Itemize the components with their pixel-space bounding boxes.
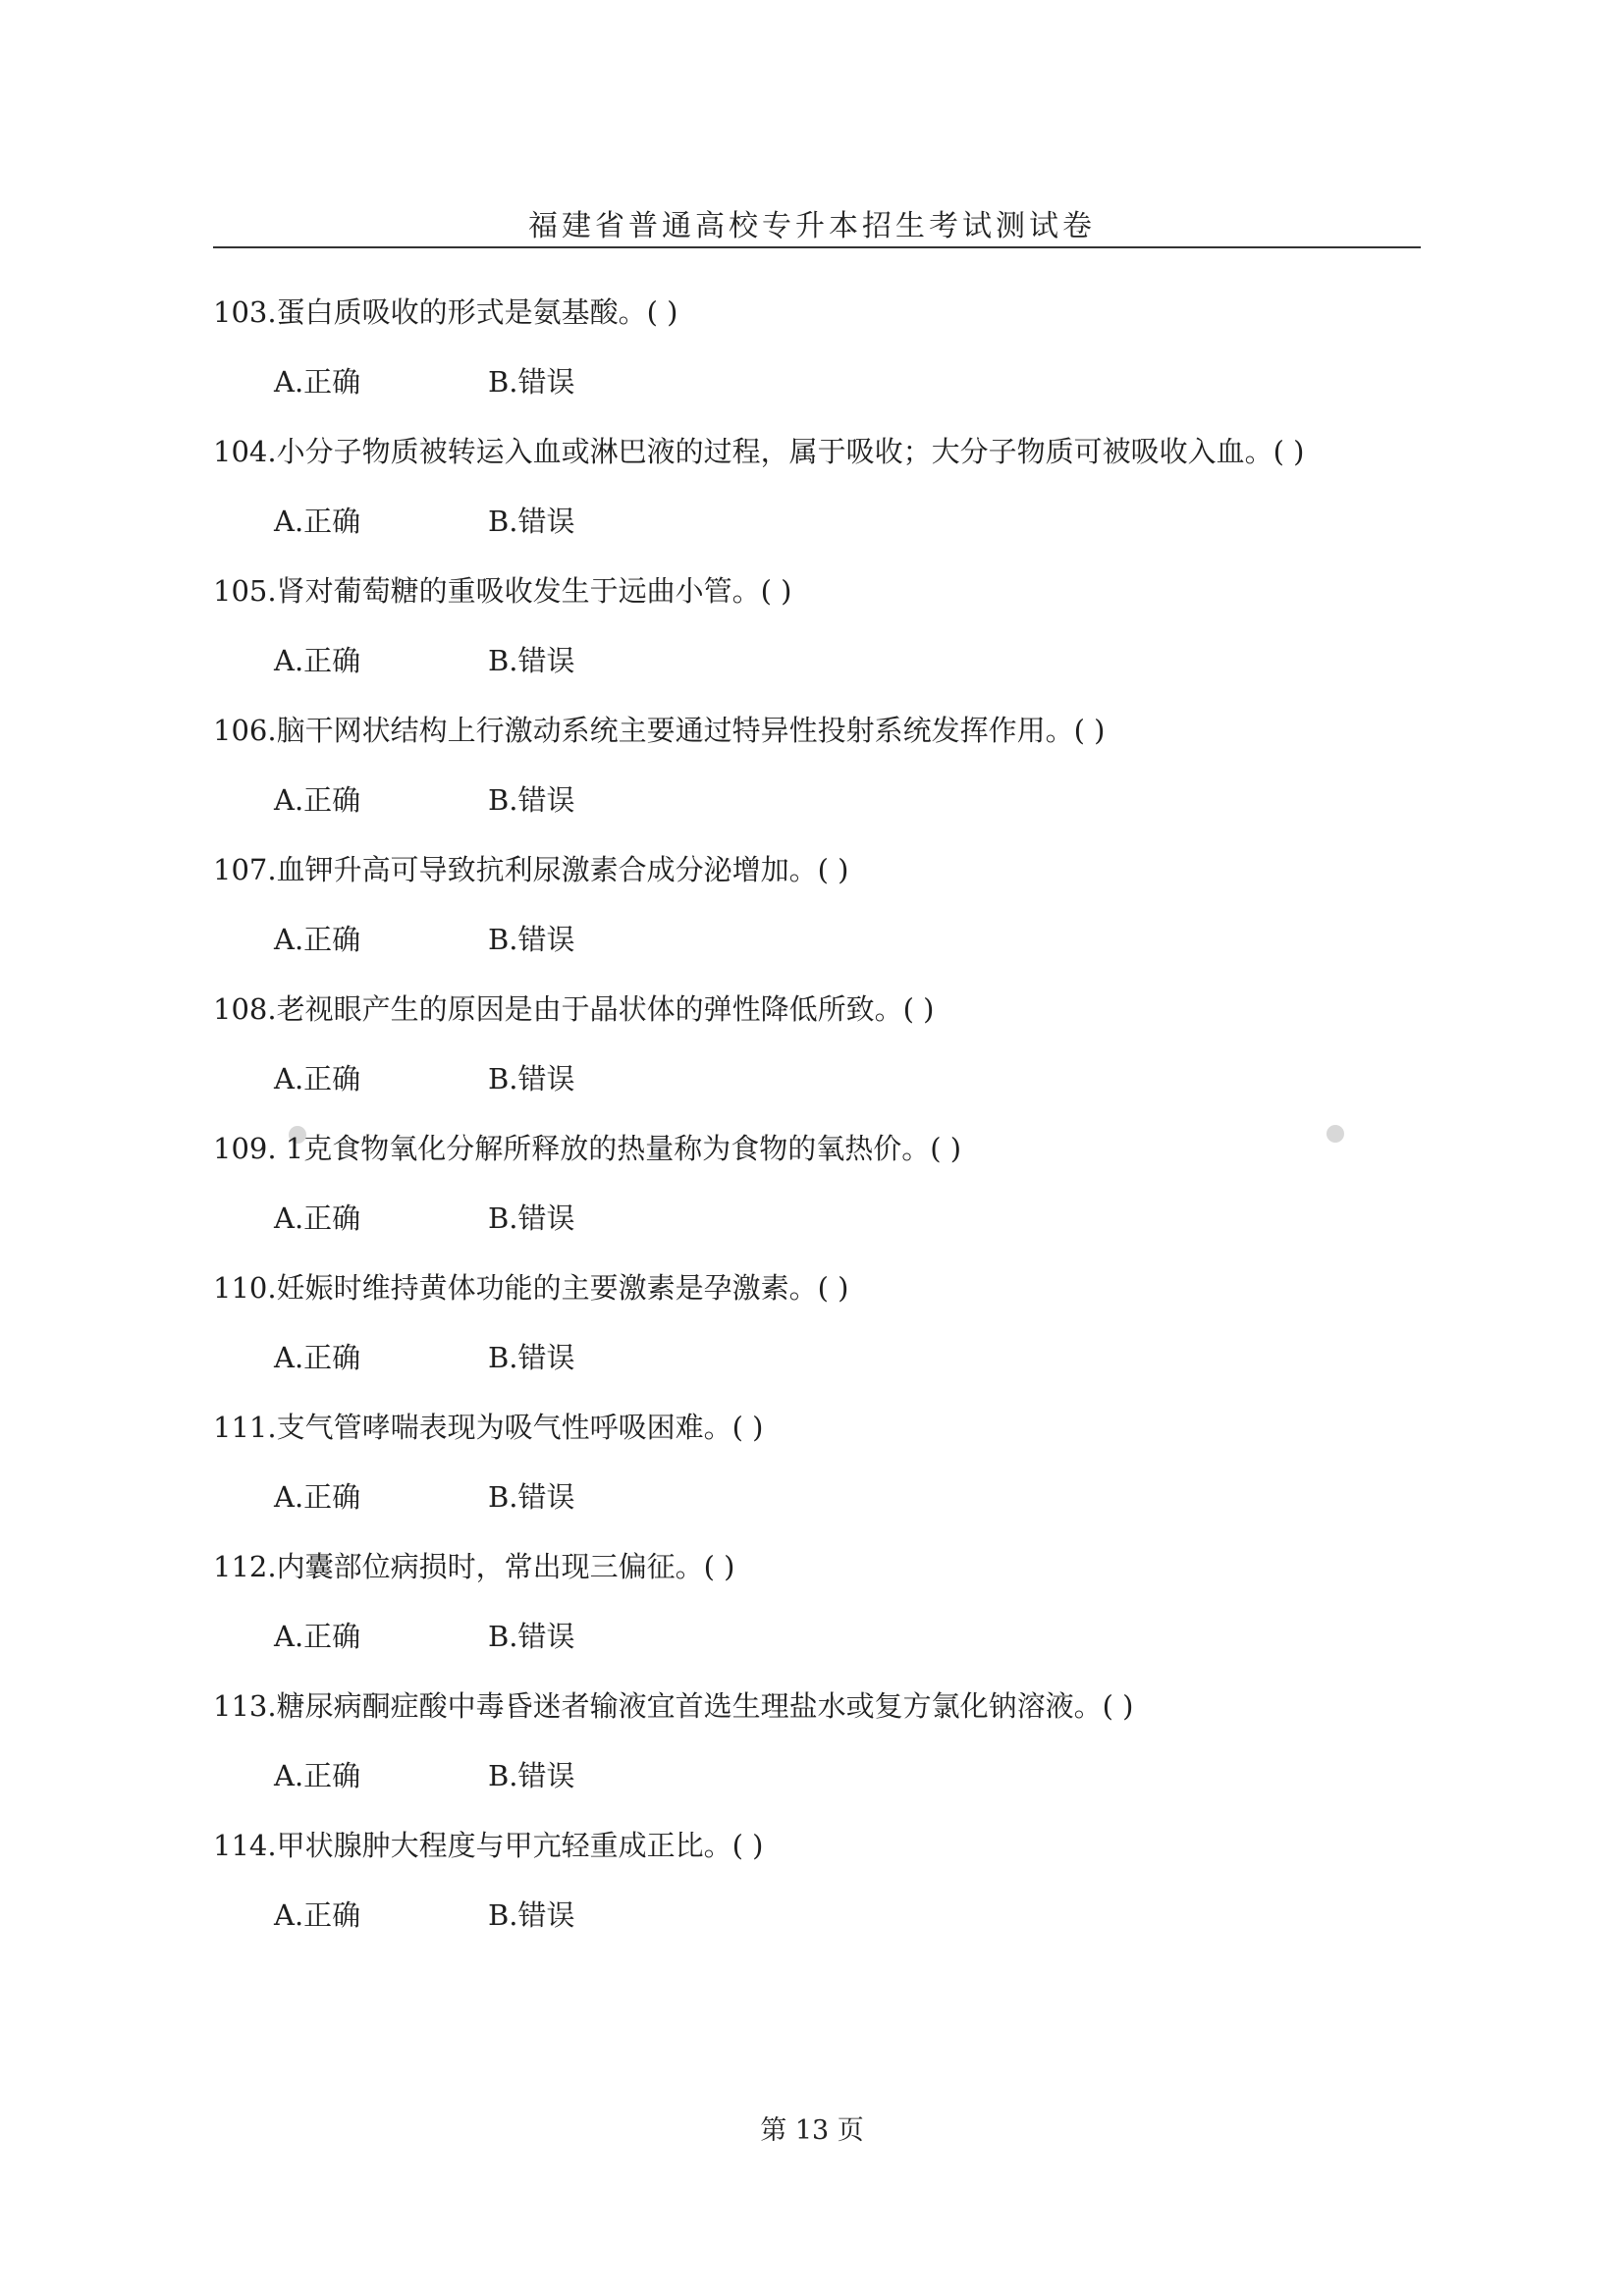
question-item <box>213 1129 1431 1268</box>
question-options <box>274 1896 702 1935</box>
header-divider <box>213 246 1421 248</box>
option-b: B.错误 <box>488 923 575 956</box>
question-stem: 108.老视眼产生的原因是由于晶状体的弹性降低所致。( ) <box>213 992 935 1026</box>
option-a: A.正确 <box>274 1062 361 1095</box>
question-item <box>213 293 1431 432</box>
option-b: B.错误 <box>488 783 575 817</box>
question-stem: 106.脑干网状结构上行激动系统主要通过特异性投射系统发挥作用。( ) <box>213 714 1106 747</box>
option-a: A.正确 <box>274 1620 361 1653</box>
question-stem: 111.支气管哮喘表现为吸气性呼吸困难。( ) <box>213 1411 764 1444</box>
question-options <box>274 1477 702 1517</box>
question-list <box>213 293 1431 1965</box>
option-a: A.正确 <box>274 644 361 677</box>
question-options <box>274 920 702 959</box>
question-stem: 114.甲状腺肿大程度与甲亢轻重成正比。( ) <box>213 1829 764 1862</box>
question-item <box>213 1268 1431 1408</box>
option-b: B.错误 <box>488 505 575 538</box>
option-b: B.错误 <box>488 365 575 399</box>
option-a: A.正确 <box>274 923 361 956</box>
option-a: A.正确 <box>274 1480 361 1514</box>
question-item <box>213 1826 1431 1965</box>
option-a: A.正确 <box>274 365 361 399</box>
option-a: A.正确 <box>274 1759 361 1792</box>
question-item <box>213 711 1431 850</box>
option-b: B.错误 <box>488 1620 575 1653</box>
question-options <box>274 1338 702 1377</box>
question-options <box>274 1756 702 1795</box>
page-number: 第 13 页 <box>760 2115 864 2146</box>
option-a: A.正确 <box>274 505 361 538</box>
question-item <box>213 850 1431 989</box>
option-a: A.正确 <box>274 1201 361 1235</box>
option-a: A.正确 <box>274 783 361 817</box>
option-b: B.错误 <box>488 1341 575 1374</box>
option-a: A.正确 <box>274 1341 361 1374</box>
question-stem: 113.糖尿病酮症酸中毒昏迷者输液宜首选生理盐水或复方氯化钠溶液。( ) <box>213 1689 1134 1723</box>
question-options <box>274 502 702 541</box>
question-stem: 109. 1克食物氧化分解所释放的热量称为食物的氧热价。( ) <box>213 1132 962 1165</box>
question-stem: 110.妊娠时维持黄体功能的主要激素是孕激素。( ) <box>213 1271 849 1305</box>
question-options <box>274 362 702 401</box>
question-stem: 103.蛋白质吸收的形式是氨基酸。( ) <box>213 295 678 329</box>
option-b: B.错误 <box>488 1759 575 1792</box>
question-item <box>213 1408 1431 1547</box>
question-item <box>213 1686 1431 1826</box>
question-options <box>274 1199 702 1238</box>
option-b: B.错误 <box>488 1480 575 1514</box>
question-stem: 107.血钾升高可导致抗利尿激素合成分泌增加。( ) <box>213 853 849 886</box>
question-stem: 112.内囊部位病损时，常出现三偏征。( ) <box>213 1550 735 1583</box>
question-options <box>274 641 702 680</box>
question-options <box>274 1059 702 1098</box>
question-item <box>213 571 1431 711</box>
option-b: B.错误 <box>488 1201 575 1235</box>
page-header-title: 福建省普通高校专升本招生考试测试卷 <box>528 209 1096 243</box>
option-b: B.错误 <box>488 1062 575 1095</box>
question-stem: 104.小分子物质被转运入血或淋巴液的过程，属于吸收；大分子物质可被吸收入血。( ) <box>213 435 1305 468</box>
question-options <box>274 1617 702 1656</box>
option-b: B.错误 <box>488 1898 575 1932</box>
question-item <box>213 1547 1431 1686</box>
option-a: A.正确 <box>274 1898 361 1932</box>
question-item <box>213 432 1431 571</box>
question-item <box>213 989 1431 1129</box>
question-options <box>274 780 702 820</box>
option-b: B.错误 <box>488 644 575 677</box>
question-stem: 105.肾对葡萄糖的重吸收发生于远曲小管。( ) <box>213 574 792 608</box>
